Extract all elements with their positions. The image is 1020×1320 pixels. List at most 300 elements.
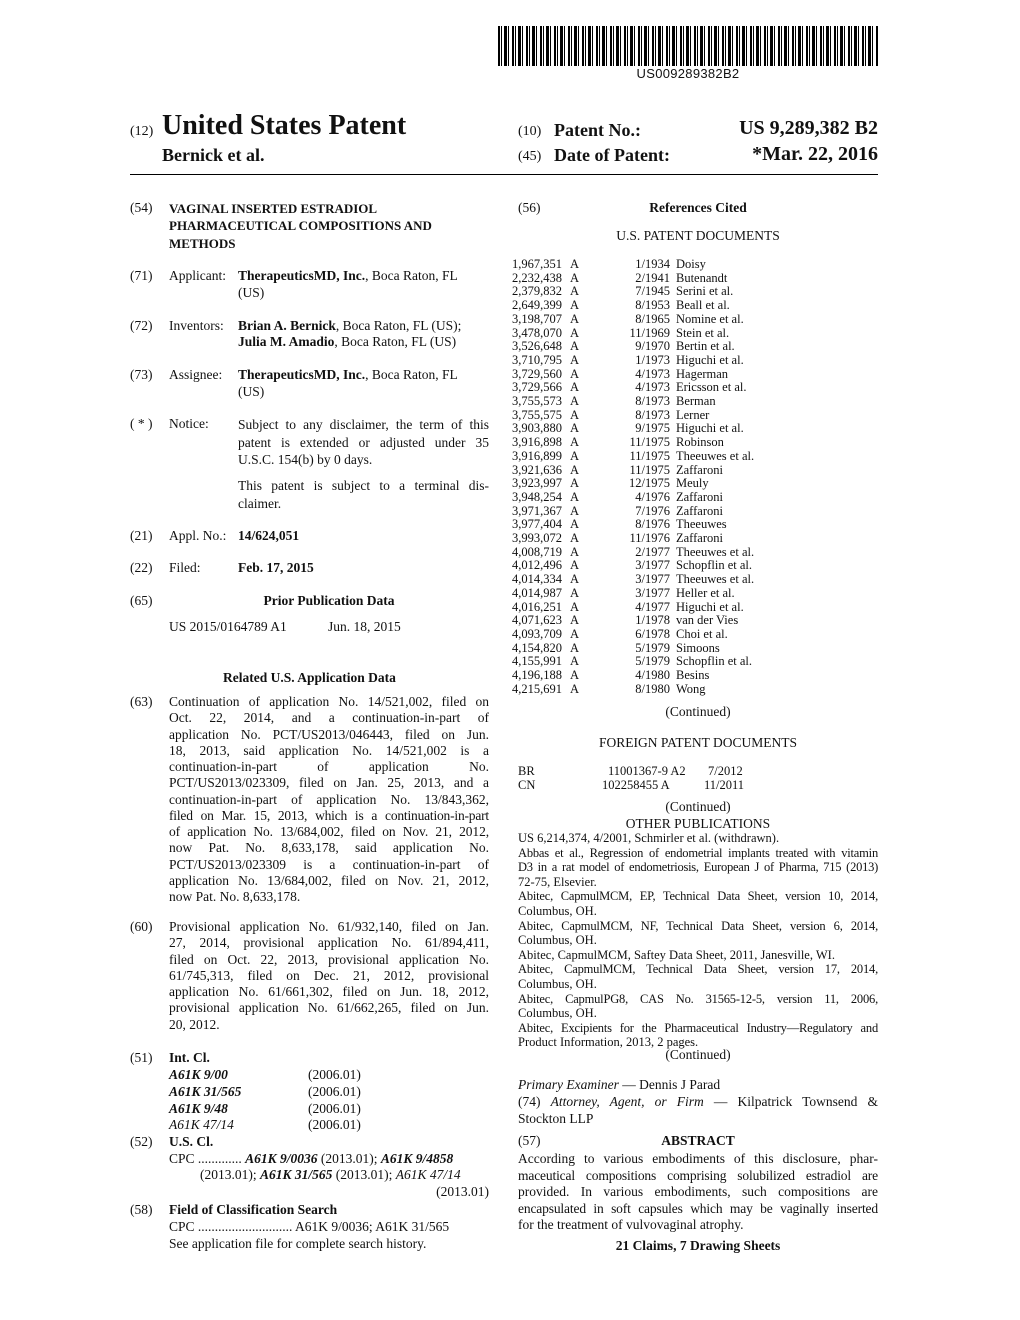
foreign-heading: FOREIGN PATENT DOCUMENTS [598, 735, 798, 750]
us-ref-kind: A [570, 489, 580, 504]
us-ref-kind: A [570, 366, 580, 381]
provisional-line: provisional application No. 61/662,265, filed on Jun. [169, 1000, 489, 1016]
us-ref-kind: A [570, 668, 580, 682]
cpc-code: A61K 31/565 [260, 1167, 333, 1182]
us-ref-number: 4,215,691 [512, 681, 562, 696]
us-ref-row [480, 642, 880, 656]
us-ref-inventor: Higuchi et al. [676, 352, 744, 367]
cpc-code: A61K 9/0036 [245, 1151, 318, 1166]
us-ref-number: 4,196,188 [512, 668, 562, 682]
patent-date: *Mar. 22, 2016 [752, 143, 878, 165]
us-ref-row [480, 532, 880, 546]
us-ref-row [480, 436, 880, 450]
int-cl-label: Int. Cl. [169, 1050, 210, 1065]
prior-pub-heading: Prior Publication Data [263, 593, 395, 608]
notice-line: Subject to any disclaimer, the term of this [238, 417, 489, 432]
continuation-line: application No. PCT/US2013/046443, filed on Jun. [169, 726, 489, 742]
us-ref-row [480, 477, 880, 491]
provisional-line: 61/745,313, filed on Dec. 21, 2012, provisional [169, 967, 489, 983]
us-ref-date: 7/1976 [635, 503, 670, 518]
us-ref-row [480, 368, 880, 382]
inventor-short: Bernick et al. [162, 145, 265, 165]
invention-title [169, 200, 432, 252]
us-ref-inventor: Bertin et al. [676, 339, 735, 354]
foreign-date: 11/2011 [704, 777, 745, 792]
title-line: VAGINAL INSERTED ESTRADIOL [169, 201, 378, 216]
us-ref-date: 4/1973 [635, 366, 670, 381]
int-cl-code: A61K 9/00 [169, 1067, 228, 1082]
field-search-label: Field of Classification Search [169, 1202, 338, 1217]
us-ref-kind: A [570, 462, 580, 477]
us-ref-inventor: Choi et al. [676, 626, 728, 641]
references-heading: References Cited [649, 200, 747, 215]
patent-number: US 9,289,382 B2 [739, 117, 878, 139]
us-ref-date: 1/1978 [635, 613, 670, 628]
us-ref-row [480, 669, 880, 683]
inventor-2 [238, 334, 456, 350]
us-ref-inventor: Berman [676, 394, 716, 408]
us-ref-date: 8/1953 [635, 298, 670, 313]
us-ref-number: 3,977,404 [512, 517, 562, 532]
us-ref-row [480, 299, 880, 313]
assignee [238, 367, 458, 383]
continued-foreign: (Continued) [665, 799, 731, 814]
document-title: United States Patent [162, 110, 407, 141]
us-ref-row [480, 354, 880, 368]
attorney-label: Attorney, Agent, or Firm [550, 1094, 704, 1109]
us-ref-row [480, 409, 880, 423]
publication-line: US 6,214,374, 4/2001, Schmirler et al. (withdrawn). [518, 831, 780, 845]
us-ref-kind: A [570, 298, 580, 313]
header-rule [130, 174, 878, 175]
code-45: (45) [518, 149, 542, 164]
abstract-line: encapsulated in soft capsules which may be vaginally inserted [518, 1200, 878, 1216]
us-ref-row [480, 587, 880, 601]
continued-pubs: (Continued) [665, 1047, 731, 1062]
us-ref-number: 4,014,987 [512, 585, 562, 600]
cpc-date: (2013.01); [200, 1167, 260, 1182]
us-patents-heading: U.S. PATENT DOCUMENTS [616, 228, 780, 243]
assignee-location: , Boca Raton, FL [365, 367, 458, 382]
us-ref-date: 11/1975 [629, 448, 670, 463]
notice-line: U.S.C. 154(b) by 0 days. [238, 452, 373, 467]
related-heading: Related U.S. Application Data [223, 670, 396, 685]
claims-summary: 21 Claims, 7 Drawing Sheets [615, 1238, 781, 1253]
patent-no-label: Patent No.: [554, 120, 641, 140]
us-ref-row [480, 340, 880, 354]
code-57: (57) [518, 1133, 541, 1148]
us-ref-inventor: Doisy [676, 257, 706, 271]
us-ref-kind: A [570, 325, 580, 340]
us-ref-kind: A [570, 585, 580, 600]
us-ref-inventor: Ericsson et al. [676, 380, 747, 395]
us-ref-date: 7/1945 [635, 284, 670, 299]
provisional-data [169, 919, 489, 1033]
publication-line: Abitec, CapmulMCM, Technical Data Sheet, version 17, 2014, [518, 962, 878, 977]
us-ref-number: 3,526,648 [512, 339, 562, 354]
abstract-line: for the treatment of vulvovaginal atrophy. [518, 1217, 744, 1233]
us-ref-number: 3,755,575 [512, 407, 562, 422]
examiner-name: — Dennis J Parad [618, 1077, 721, 1092]
us-ref-kind: A [570, 380, 580, 395]
foreign-number: 102258455 A [602, 777, 670, 792]
us-ref-inventor: Theeuwes et al. [676, 544, 755, 559]
disclaimer-line: This patent is subject to a terminal dis- [238, 478, 489, 493]
us-ref-inventor: Stein et al. [676, 325, 730, 340]
us-ref-inventor: Lerner [676, 407, 710, 422]
us-ref-number: 4,014,334 [512, 572, 562, 587]
us-ref-kind: A [570, 421, 580, 436]
us-ref-date: 8/1980 [635, 681, 670, 696]
inventor-2-name: Julia M. Amadio [238, 334, 335, 349]
code-58: (58) [130, 1202, 153, 1217]
foreign-country: CN [518, 777, 536, 792]
us-ref-date: 5/1979 [635, 654, 670, 669]
us-ref-date: 4/1973 [635, 380, 670, 395]
us-patent-list [480, 258, 880, 698]
us-ref-kind: A [570, 435, 580, 450]
title-line: METHODS [169, 235, 236, 251]
examiner-label: Primary Examiner [518, 1077, 619, 1092]
code-73: (73) [130, 367, 153, 382]
int-cl-code: A61K 47/14 [169, 1117, 234, 1132]
appl-no-label: Appl. No.: [169, 528, 227, 543]
us-ref-row [480, 395, 880, 409]
us-ref-number: 3,903,880 [512, 421, 562, 436]
us-ref-inventor: Theeuwes et al. [676, 572, 755, 587]
us-ref-date: 12/1975 [629, 476, 670, 491]
continuation-data [169, 694, 489, 905]
us-ref-number: 3,923,997 [512, 476, 562, 491]
publication-line: Product Information, 2013, 2 pages. [518, 1035, 699, 1050]
us-ref-date: 3/1977 [635, 572, 670, 587]
continuation-line: now Pat. No. 8,633,178, said application No. [169, 840, 489, 856]
code-notice: ( * ) [130, 416, 153, 431]
publication-line: Abitec, Excipients for the Pharmaceutical Industry—Regulatory and [518, 1020, 878, 1035]
us-cl-label: U.S. Cl. [169, 1134, 214, 1149]
us-ref-date: 1/1934 [635, 257, 670, 271]
us-ref-date: 9/1975 [635, 421, 670, 436]
code-60: (60) [130, 919, 153, 934]
us-ref-inventor: Schopflin et al. [676, 654, 753, 669]
applicant-country: (US) [238, 285, 265, 300]
int-cl-date: (2006.01) [308, 1067, 361, 1082]
us-ref-date: 9/1970 [635, 339, 670, 354]
us-ref-number: 3,729,560 [512, 366, 562, 381]
us-ref-inventor: Simoons [676, 640, 720, 655]
us-ref-number: 3,755,573 [512, 394, 562, 408]
us-ref-date: 3/1977 [635, 558, 670, 573]
us-ref-number: 4,071,623 [512, 613, 562, 628]
publication-line: Columbus, OH. [518, 933, 597, 948]
filed-date: Feb. 17, 2015 [238, 560, 314, 575]
us-ref-date: 4/1976 [635, 489, 670, 504]
inventor-2-location: , Boca Raton, FL (US) [334, 334, 457, 349]
code-54: (54) [130, 200, 153, 215]
inventor-1 [238, 318, 461, 334]
code-74: (74) [518, 1094, 551, 1109]
appl-no: 14/624,051 [238, 528, 300, 543]
us-ref-date: 8/1965 [635, 311, 670, 326]
us-ref-number: 2,379,832 [512, 284, 562, 299]
code-65: (65) [130, 593, 153, 608]
us-ref-inventor: Zaffaroni [676, 462, 723, 477]
us-ref-date: 8/1973 [635, 394, 670, 408]
us-ref-date: 8/1973 [635, 407, 670, 422]
us-ref-inventor: Robinson [676, 435, 724, 450]
publication-line: Abitec, CapmulMCM, Saftey Data Sheet, 2011, Janesville, WI. [518, 947, 835, 962]
us-ref-kind: A [570, 613, 580, 628]
us-ref-date: 2/1941 [635, 270, 670, 285]
us-ref-inventor: Zaffaroni [676, 489, 723, 504]
primary-examiner [518, 1077, 720, 1093]
us-ref-row [480, 573, 880, 587]
abstract-heading: ABSTRACT [661, 1133, 735, 1148]
code-12: (12) [130, 124, 154, 139]
publication-line: Abitec, CapmulPG8, CAS No. 31565-12-5, version 11, 2006, [518, 991, 878, 1006]
us-ref-kind: A [570, 339, 580, 354]
terminal-disclaimer [238, 477, 489, 512]
us-ref-number: 3,916,898 [512, 435, 562, 450]
notice-label: Notice: [169, 416, 209, 431]
provisional-line: application No. 61/661,302, filed on Jun. 18, 2012, [169, 984, 489, 1000]
us-ref-number: 3,971,367 [512, 503, 562, 518]
cpc-date: (2013.01); [332, 1167, 396, 1182]
us-ref-kind: A [570, 352, 580, 367]
us-ref-number: 4,155,991 [512, 654, 562, 669]
us-ref-date: 2/1977 [635, 544, 670, 559]
us-ref-row [480, 313, 880, 327]
us-ref-row [480, 628, 880, 642]
code-21: (21) [130, 528, 153, 543]
assignee-label: Assignee: [169, 367, 223, 382]
us-ref-inventor: Wong [676, 681, 706, 696]
notice-text [238, 416, 489, 469]
us-ref-inventor: Butenandt [676, 270, 728, 285]
us-ref-row [480, 422, 880, 436]
continuation-line: filed on Mar. 15, 2013, which is a continuation-in-part [169, 807, 489, 823]
publication-line: Columbus, OH. [518, 1006, 597, 1021]
us-ref-row [480, 381, 880, 395]
us-ref-kind: A [570, 654, 580, 669]
filed-label: Filed: [169, 560, 201, 575]
attorney-name: — Kilpatrick Townsend & [703, 1094, 878, 1109]
foreign-ref-row [518, 765, 878, 779]
us-ref-kind: A [570, 681, 580, 696]
abstract-text [518, 1151, 878, 1234]
publication-line: Abitec, CapmulMCM, EP, Technical Data Sheet, version 10, 2014, [518, 889, 878, 904]
us-ref-row [480, 450, 880, 464]
cpc-code: A61K 47/14 [395, 1167, 461, 1182]
foreign-number: 11001367-9 A2 [608, 764, 686, 778]
us-ref-row [480, 518, 880, 532]
abstract-line: According to various embodiments of this disclosure, phar- [518, 1151, 878, 1166]
abstract-line: maceutical compositions comprising solubilized estradiol are [518, 1167, 878, 1183]
foreign-patent-list [518, 765, 878, 793]
us-ref-inventor: Higuchi et al. [676, 599, 744, 614]
prior-pub-date: Jun. 18, 2015 [328, 619, 401, 634]
continuation-line: now Pat. No. 8,633,178. [169, 889, 301, 904]
us-ref-date: 4/1980 [635, 668, 670, 682]
provisional-line: 20, 2012. [169, 1016, 220, 1032]
code-22: (22) [130, 560, 153, 575]
us-ref-row [480, 546, 880, 560]
barcode [498, 26, 878, 66]
code-72: (72) [130, 318, 153, 333]
us-ref-row [480, 559, 880, 573]
us-ref-number: 3,710,795 [512, 352, 562, 367]
us-ref-inventor: Meuly [676, 476, 709, 491]
continued-us: (Continued) [665, 704, 731, 719]
continuation-line: 18, 2013, said application No. 14/521,002 is a [169, 742, 489, 758]
us-ref-inventor: Theeuwes et al. [676, 448, 755, 463]
inventor-1-name: Brian A. Bernick [238, 318, 336, 333]
us-ref-inventor: Zaffaroni [676, 503, 723, 518]
int-cl-code: A61K 9/48 [169, 1101, 228, 1116]
publication-line: Abitec, CapmulMCM, NF, Technical Data Sheet, version 6, 2014, [518, 918, 878, 933]
us-ref-kind: A [570, 503, 580, 518]
us-ref-kind: A [570, 640, 580, 655]
code-52: (52) [130, 1134, 153, 1149]
us-ref-date: 3/1977 [635, 585, 670, 600]
us-ref-number: 3,478,070 [512, 325, 562, 340]
applicant-location: , Boca Raton, FL [365, 268, 458, 283]
publication-line: Columbus, OH. [518, 904, 597, 918]
us-ref-inventor: Serini et al. [676, 284, 734, 299]
us-ref-date: 8/1976 [635, 517, 670, 532]
us-ref-row [480, 614, 880, 628]
us-ref-kind: A [570, 476, 580, 491]
us-ref-inventor: Zaffaroni [676, 531, 723, 545]
us-ref-row [480, 272, 880, 286]
attorney-name-cont: Stockton LLP [518, 1111, 594, 1126]
cpc-date: (2013.01); [317, 1151, 381, 1166]
int-cl-date: (2006.01) [308, 1084, 361, 1099]
applicant-label: Applicant: [169, 268, 226, 283]
us-ref-inventor: van der Vies [676, 613, 739, 628]
cpc-date: (2013.01) [436, 1184, 489, 1199]
us-ref-number: 3,921,636 [512, 462, 562, 477]
us-ref-number: 3,729,566 [512, 380, 562, 395]
date-label: Date of Patent: [554, 145, 670, 165]
code-10: (10) [518, 124, 542, 139]
provisional-line: filed on Oct. 22, 2013, provisional application No. [169, 951, 489, 967]
us-ref-kind: A [570, 407, 580, 422]
us-ref-number: 4,154,820 [512, 640, 562, 655]
us-ref-row [480, 285, 880, 299]
us-ref-date: 11/1976 [629, 531, 670, 545]
us-ref-inventor: Schopflin et al. [676, 558, 753, 573]
us-ref-date: 4/1977 [635, 599, 670, 614]
assignee-country: (US) [238, 384, 265, 399]
barcode-number: US009289382B2 [636, 66, 740, 81]
us-ref-inventor: Beall et al. [676, 298, 730, 313]
us-ref-kind: A [570, 544, 580, 559]
us-ref-number: 3,916,899 [512, 448, 562, 463]
cpc-code: A61K 9/4858 [380, 1151, 454, 1166]
provisional-line: Provisional application No. 61/932,140, filed on Jan. [169, 919, 489, 934]
us-ref-row [480, 683, 880, 697]
us-ref-inventor: Heller et al. [676, 585, 735, 600]
us-ref-number: 1,967,351 [512, 257, 562, 271]
us-ref-row [480, 655, 880, 669]
notice-line: patent is extended or adjusted under 35 [238, 434, 489, 450]
us-ref-number: 2,232,438 [512, 270, 562, 285]
us-ref-number: 4,012,496 [512, 558, 562, 573]
us-ref-kind: A [570, 531, 580, 545]
us-ref-number: 4,016,251 [512, 599, 562, 614]
us-ref-row [480, 601, 880, 615]
us-ref-inventor: Hagerman [676, 366, 729, 381]
continuation-line: PCT/US2013/023309 is a continuation-in-part of [169, 856, 489, 872]
cpc-line-1 [169, 1151, 453, 1167]
us-ref-inventor: Theeuwes [676, 517, 727, 532]
foreign-ref-row [518, 779, 878, 793]
code-71: (71) [130, 268, 153, 283]
code-51: (51) [130, 1050, 153, 1065]
publication-line: D3 in a rat model of endometriosis, European J of Pharma, 715 (2013) [518, 860, 878, 875]
us-ref-inventor: Higuchi et al. [676, 421, 744, 436]
us-ref-date: 11/1969 [629, 325, 670, 340]
disclaimer-line: claimer. [238, 495, 282, 511]
us-ref-number: 4,008,719 [512, 544, 562, 559]
continuation-line: PCT/US2013/023309, filed on Jan. 25, 2013, and a [169, 775, 489, 791]
applicant-name: TherapeuticsMD, Inc. [238, 268, 366, 283]
continuation-line: Continuation of application No. 14/521,002, filed on [169, 694, 489, 709]
abstract-line: provided. In various embodiments, such compositions are [518, 1184, 878, 1200]
cpc-line-2 [200, 1167, 461, 1183]
us-ref-date: 1/1973 [635, 352, 670, 367]
us-ref-kind: A [570, 394, 580, 408]
int-cl-date: (2006.01) [308, 1117, 361, 1132]
us-ref-row [480, 258, 880, 272]
us-ref-kind: A [570, 558, 580, 573]
int-cl-code: A61K 31/565 [169, 1084, 242, 1099]
int-cl-date: (2006.01) [308, 1101, 361, 1116]
us-ref-inventor: Nomine et al. [676, 311, 744, 326]
us-ref-inventor: Besins [676, 668, 710, 682]
publication-line: 72-75, Elsevier. [518, 874, 597, 889]
code-56: (56) [518, 200, 541, 215]
inventor-1-location: , Boca Raton, FL (US); [335, 318, 462, 333]
us-ref-kind: A [570, 517, 580, 532]
other-publications-heading: OTHER PUBLICATIONS [625, 816, 771, 831]
us-ref-kind: A [570, 270, 580, 285]
us-ref-kind: A [570, 284, 580, 299]
continuation-line: application No. 13/684,002, filed on Nov. 21, 2012, [169, 872, 489, 888]
publication-line: Abbas et al., Regression of endometrial implants treated with vitamin [518, 845, 878, 860]
prior-pub-number: US 2015/0164789 A1 [169, 619, 287, 634]
us-ref-kind: A [570, 626, 580, 641]
us-ref-row [480, 464, 880, 478]
us-ref-kind: A [570, 599, 580, 614]
us-ref-number: 3,198,707 [512, 311, 562, 326]
field-search-note: See application file for complete search history. [169, 1236, 427, 1251]
us-ref-row [480, 491, 880, 505]
us-ref-date: 5/1979 [635, 640, 670, 655]
applicant [238, 268, 458, 284]
foreign-date: 7/2012 [708, 764, 743, 778]
assignee-name: TherapeuticsMD, Inc. [238, 367, 366, 382]
us-ref-number: 3,993,072 [512, 531, 562, 545]
us-ref-row [480, 505, 880, 519]
publication-line: Columbus, OH. [518, 977, 597, 991]
inventors-label: Inventors: [169, 318, 224, 333]
us-ref-date: 11/1975 [629, 462, 670, 477]
continuation-line: of application No. 13/684,002, filed on Nov. 21, 2012, [169, 824, 489, 839]
us-ref-kind: A [570, 311, 580, 326]
us-ref-date: 6/1978 [635, 626, 670, 641]
